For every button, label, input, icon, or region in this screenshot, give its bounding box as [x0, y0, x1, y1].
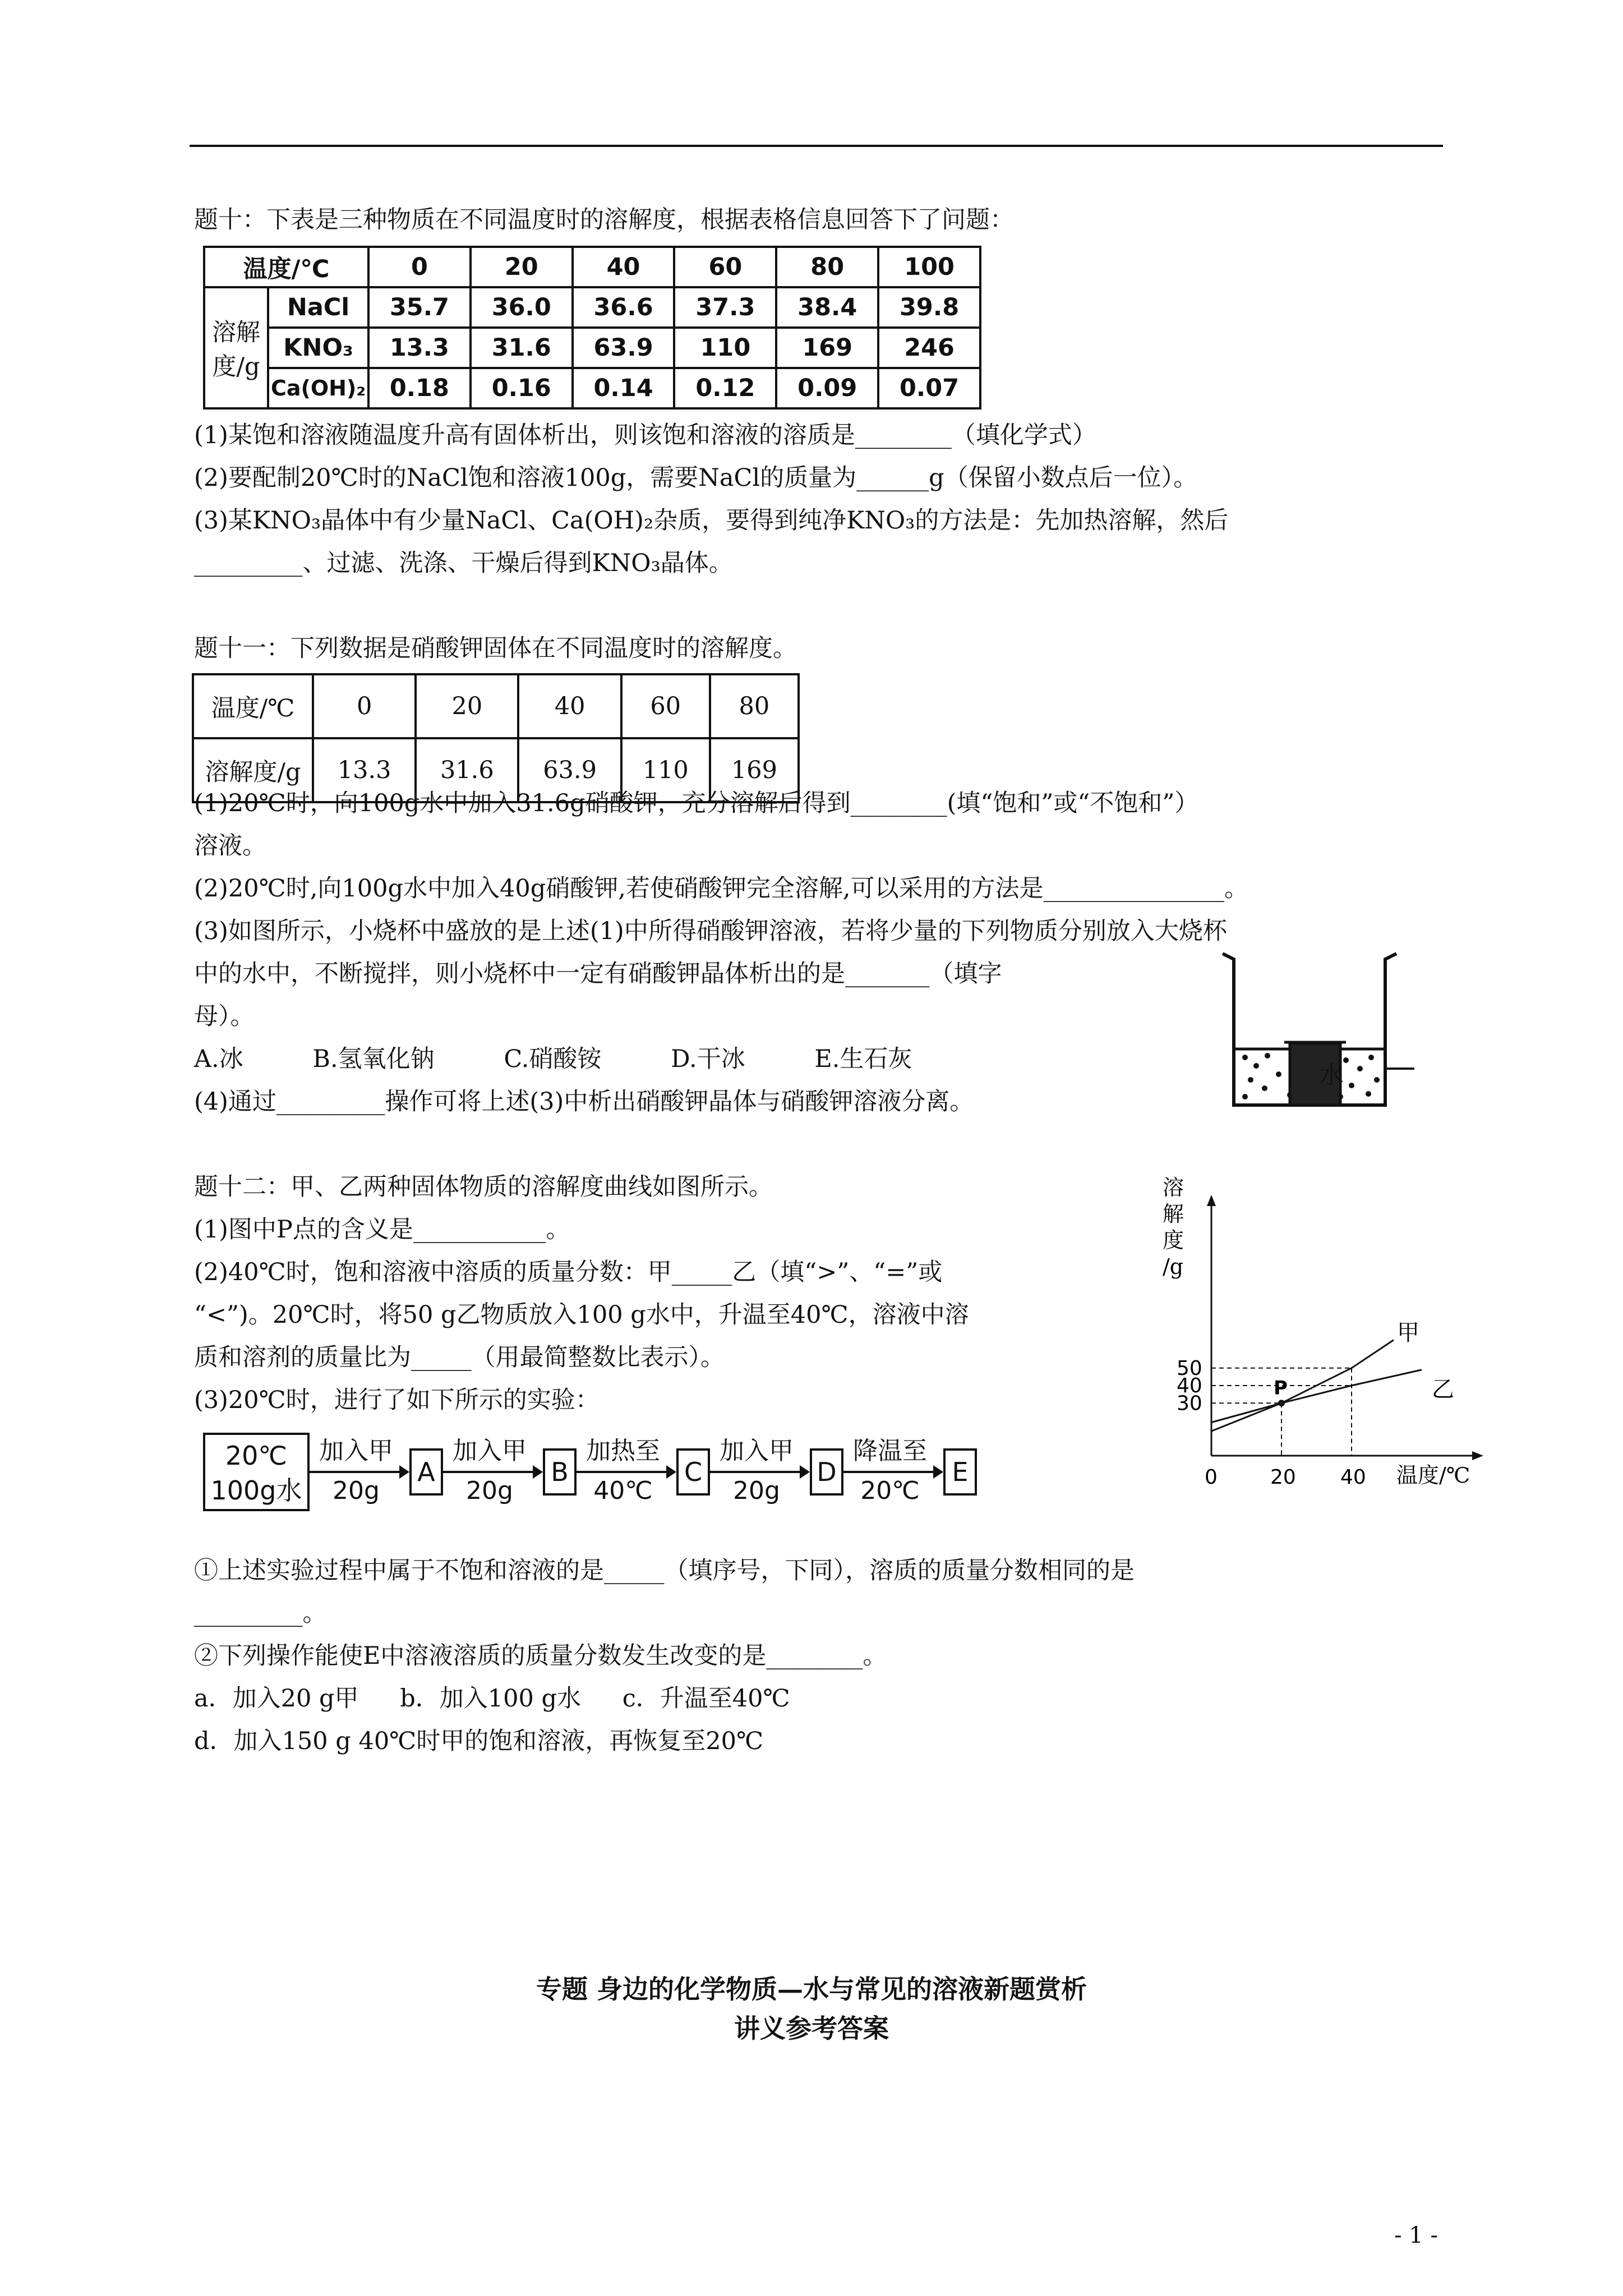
flow-step-action: 加热至	[586, 1437, 660, 1465]
flow-step-amount: 20℃	[860, 1476, 920, 1505]
table-row-label: Ca(OH)₂	[268, 368, 368, 408]
flow-arrow	[577, 1471, 668, 1473]
table-header-cell: 温度/℃	[204, 247, 368, 287]
y-tick-label: 50	[1177, 1356, 1202, 1380]
flow-step-action: 加入甲	[720, 1437, 794, 1465]
table-cell: 60	[674, 247, 776, 287]
answer-section-title: 专题 身边的化学物质—水与常见的溶液新题赏析	[536, 1974, 1087, 2004]
beaker-diagram	[1217, 948, 1430, 1116]
table-row	[204, 287, 980, 328]
x-tick-label: 20	[1270, 1466, 1296, 1489]
table-cell: 63.9	[573, 328, 675, 368]
option-b: b．加入100 g水	[400, 1685, 582, 1713]
q12-intro: 题十二：甲、乙两种固体物质的溶解度曲线如图所示。	[194, 1173, 773, 1201]
q11-options	[194, 1042, 912, 1076]
table-cell: 0	[368, 247, 471, 287]
page-number: - 1 -	[1394, 2223, 1438, 2248]
beaker-water-label: 水	[1319, 1061, 1344, 1089]
option-e: E.生石灰	[814, 1045, 912, 1073]
flow-start-box: 20℃ 100g水	[203, 1433, 310, 1511]
series-label: 甲	[1397, 1319, 1419, 1346]
q10-part3-line2: _________、过滤、洗涤、干燥后得到KNO₃晶体。	[194, 549, 733, 577]
table-cell: 110	[621, 738, 710, 802]
chart-axes	[1207, 1195, 1483, 1460]
q11-part3-line2: 中的水中，不断搅拌，则小烧杯中一定有硝酸钾晶体析出的是_______（填字	[194, 960, 1002, 988]
table-cell: 169	[776, 328, 878, 368]
q11-part2: (2)20℃时,向100g水中加入40g硝酸钾,若使硝酸钾完全溶解,可以采用的方法是_______________。	[194, 875, 1249, 903]
table-cell: 39.8	[878, 287, 980, 328]
series-line-yi	[1211, 1370, 1422, 1423]
flow-step-action: 加入甲	[453, 1437, 527, 1465]
table-row	[204, 247, 980, 287]
table-cell: 60	[621, 674, 710, 738]
q11-part3-line1: (3)如图所示，小烧杯中盛放的是上述(1)中所得硝酸钾溶液，若将少量的下列物质分别放入大烧杯	[194, 917, 1227, 945]
q12-part2-line1: (2)40℃时，饱和溶液中溶质的质量分数：甲_____乙（填“>”、“=”或	[194, 1258, 943, 1286]
table-row-label: KNO₃	[268, 328, 368, 368]
point-p	[1278, 1400, 1285, 1406]
q12-question-a-line1: ①上述实验过程中属于不饱和溶液的是_____（填序号，下同），溶质的质量分数相同的是	[194, 1557, 1135, 1585]
option-c: c．升温至40℃	[622, 1685, 790, 1713]
table-cell: 40	[518, 674, 621, 738]
table-row-label: NaCl	[268, 287, 368, 328]
table-cell: 13.3	[368, 328, 471, 368]
table-cell: 20	[416, 674, 518, 738]
table-row-label: 温度/℃	[193, 674, 313, 738]
option-a: A.冰	[194, 1045, 243, 1073]
q11-part1-line2: 溶液。	[194, 832, 266, 860]
chart-ylabel-1: 溶	[1163, 1175, 1184, 1200]
q11-part3-line3: 母）。	[194, 1002, 255, 1030]
table-cell: 13.3	[313, 738, 416, 802]
q10-part3-line1: (3)某KNO₃晶体中有少量NaCl、Ca(OH)₂杂质，要得到纯净KNO₃的方法是：先加热溶解，然后	[194, 507, 1229, 535]
table-row	[204, 368, 980, 408]
option-a: a．加入20 g甲	[194, 1685, 359, 1713]
q11-intro: 题十一：下列数据是硝酸钾固体在不同温度时的溶解度。	[194, 634, 797, 662]
point-p-label: P	[1274, 1377, 1288, 1400]
table-cell: 80	[710, 674, 799, 738]
flow-arrow	[443, 1471, 535, 1473]
chart-series	[1211, 1320, 1454, 1432]
table-cell: 246	[878, 328, 980, 368]
q12-part2-line2: “<”)。20℃时，将50 g乙物质放入100 g水中，升温至40℃，溶液中溶	[194, 1301, 969, 1329]
table-cell: 0.12	[674, 368, 776, 408]
table-cell: 36.6	[573, 287, 675, 328]
table-cell: 35.7	[368, 287, 471, 328]
table-cell: 0.07	[878, 368, 980, 408]
table-row	[204, 328, 980, 368]
x-tick-label: 0	[1205, 1466, 1218, 1489]
flow-step-amount: 20g	[333, 1476, 380, 1505]
table-cell: 0	[313, 674, 416, 738]
solubility-chart	[1155, 1170, 1492, 1495]
table-cell: 169	[710, 738, 799, 802]
table-cell: 0.18	[368, 368, 471, 408]
q10-part1: (1)某饱和溶液随温度升高有固体析出，则该饱和溶液的溶质是________（填化学式）	[194, 421, 1096, 449]
flow-state-box: B	[543, 1448, 577, 1496]
table-cell: 31.6	[416, 738, 518, 802]
flow-step-amount: 20g	[466, 1476, 513, 1505]
q12-part1: (1)图中P点的含义是___________。	[194, 1216, 570, 1244]
chart-ticks	[1177, 1357, 1366, 1489]
chart-ylabel-2: 解	[1163, 1202, 1184, 1226]
flow-step-amount: 20g	[733, 1476, 780, 1505]
table-cell: 0.14	[573, 368, 675, 408]
flow-state-box: C	[676, 1448, 710, 1496]
flow-arrow-head	[399, 1465, 409, 1479]
table-row-label: 溶解度/g	[193, 738, 313, 802]
flow-arrow-head	[666, 1465, 676, 1479]
q11-part1-line1: (1)20℃时，向100g水中加入31.6g硝酸钾，充分溶解后得到________(填“饱和”或“不饱和”）	[194, 789, 1199, 817]
header-rule	[190, 145, 1443, 147]
q11-part4: (4)通过_________操作可将上述(3)中析出硝酸钾晶体与硝酸钾溶液分离。	[194, 1088, 974, 1116]
answer-section-subtitle: 讲义参考答案	[734, 2013, 889, 2044]
table-cell: 63.9	[518, 738, 621, 802]
chart-ylabel-3: 度	[1163, 1228, 1184, 1253]
table-cell: 31.6	[471, 328, 573, 368]
flow-step-action: 加入甲	[319, 1437, 393, 1465]
flow-arrow-head	[933, 1465, 943, 1479]
flow-arrow	[843, 1471, 935, 1473]
table-cell: 36.0	[471, 287, 573, 328]
q10-part2: (2)要配制20℃时的NaCl饱和溶液100g，需要NaCl的质量为______g（保留小数点后一位）。	[194, 464, 1198, 492]
option-c: C.硝酸铵	[504, 1045, 602, 1073]
flow-step-amount: 40℃	[593, 1476, 653, 1505]
flow-arrow-head	[533, 1465, 543, 1479]
flow-step-action: 降温至	[853, 1437, 927, 1465]
table-cell: 38.4	[776, 287, 878, 328]
series-label: 乙	[1432, 1376, 1454, 1402]
q12-options-line2: d．加入150 g 40℃时甲的饱和溶液，再恢复至20℃	[194, 1727, 764, 1755]
table-cell: 0.09	[776, 368, 878, 408]
chart-xlabel: 温度/℃	[1396, 1463, 1470, 1488]
option-b: B.氢氧化钠	[312, 1045, 435, 1073]
q12-question-b: ②下列操作能使E中溶液溶质的质量分数发生改变的是________。	[194, 1642, 887, 1670]
y-tick-label: 30	[1177, 1392, 1202, 1415]
q12-part2-line3: 质和溶剂的质量比为_____（用最简整数比表示）。	[194, 1343, 725, 1372]
table-cell: 110	[674, 328, 776, 368]
flow-arrow	[710, 1471, 802, 1473]
option-d: D.干冰	[671, 1045, 745, 1073]
q12-question-a-line2: _________。	[194, 1599, 327, 1627]
x-tick-label: 40	[1340, 1466, 1366, 1489]
table-cell: 80	[776, 247, 878, 287]
q10-intro: 题十：下表是三种物质在不同温度时的溶解度，根据表格信息回答下了问题：	[194, 206, 1014, 234]
q12-part3: (3)20℃时，进行了如下所示的实验：	[194, 1386, 600, 1414]
table-cell: 40	[573, 247, 675, 287]
chart-ylabel-4: /g	[1163, 1254, 1184, 1279]
q12-options-line1	[194, 1682, 790, 1715]
flow-state-box: A	[409, 1448, 443, 1496]
flow-state-box: D	[810, 1448, 843, 1496]
q11-table	[192, 673, 800, 803]
q10-table	[203, 246, 981, 409]
table-cell: 0.16	[471, 368, 573, 408]
flow-arrow-head	[800, 1465, 810, 1479]
table-cell: 37.3	[674, 287, 776, 328]
table-cell: 100	[878, 247, 980, 287]
table-group-label: 溶解 度/g	[204, 287, 268, 408]
y-tick-label: 40	[1177, 1374, 1202, 1397]
flow-arrow	[310, 1471, 402, 1473]
table-cell: 20	[471, 247, 573, 287]
table-row	[193, 674, 799, 738]
flow-state-box: E	[943, 1448, 977, 1496]
